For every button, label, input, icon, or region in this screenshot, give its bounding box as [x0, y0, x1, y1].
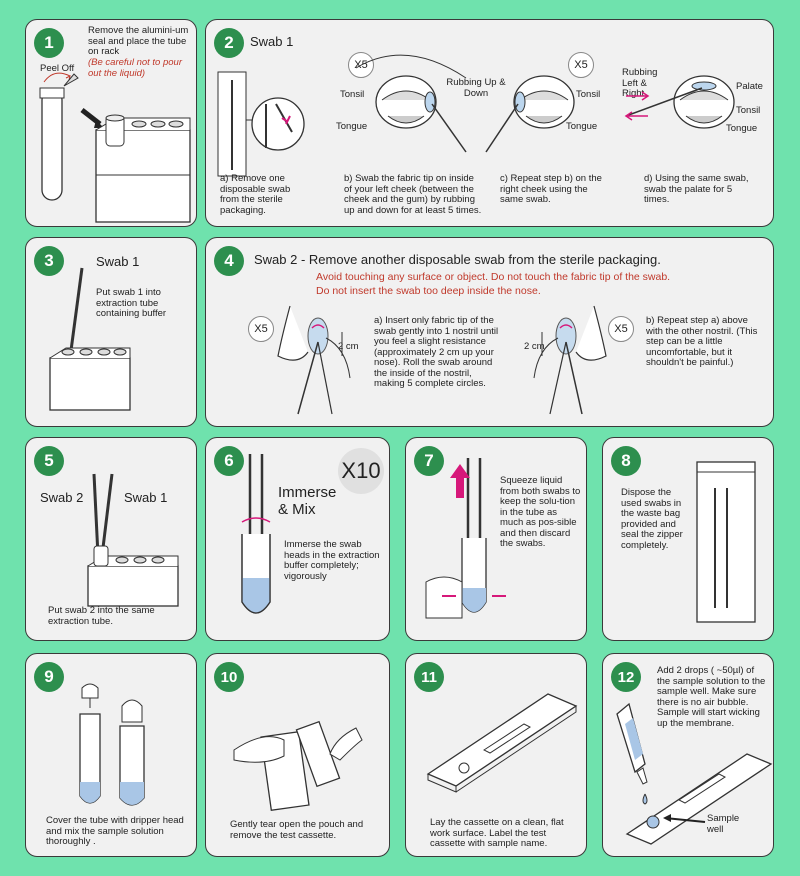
step-8-card	[602, 437, 774, 641]
step-2b-instruction: b) Swab the fabric tip on inside of your left cheek (between the cheek and the gum) by rubbing up and down for at least 5 times.	[344, 173, 482, 216]
step-4-card	[205, 237, 774, 427]
distance-label: 2 cm	[338, 341, 359, 352]
step-2c-instruction: c) Repeat step b) on the right cheek using the same swab.	[500, 173, 602, 205]
step-11-instruction: Lay the cassette on a clean, flat work surface. Label the test cassette with sample name.	[430, 817, 564, 849]
step-10-card	[205, 653, 390, 857]
swab-2-label: Swab 2	[40, 490, 84, 505]
step-4-warning-1: Avoid touching any surface or object. Do not touch the fabric tip of the swab.	[316, 271, 671, 283]
swab-1-label: Swab 1	[124, 490, 168, 505]
repeat-badge: X5	[248, 316, 274, 342]
tonsil-label: Tonsil	[736, 105, 761, 116]
step-2a-instruction: a) Remove one disposable swab from the sterile packaging.	[220, 173, 291, 216]
step-1-card	[25, 19, 197, 227]
step-8-instruction: Dispose the used swabs in the waste bag provided and seal the zipper completely.	[621, 487, 683, 551]
swab-in-rack-illustration	[26, 238, 197, 427]
repeat-badge: X5	[348, 52, 374, 78]
rubbing-up-down-label: Rubbing Up & Down	[446, 77, 506, 99]
step-11-card	[405, 653, 587, 857]
step-1-instruction: Remove the alumini-um seal and place the tube on rack	[88, 25, 189, 57]
repeat-badge: X5	[608, 316, 634, 342]
squeeze-swab-illustration	[406, 438, 587, 641]
step-1-warning: (Be careful not to pour out the liquid)	[88, 57, 182, 79]
step-12-instruction: Add 2 drops ( ~50µl) of the sample solution to the sample well. Make sure there is no air bubble. Sample will start wicking up the membrane.	[657, 665, 766, 729]
step-6-instruction: Immerse the swab heads in the extraction buffer completely; vigorously	[284, 539, 380, 582]
tube-rack-illustration	[26, 20, 197, 227]
repeat-badge: X5	[568, 52, 594, 78]
rubbing-left-right-label: Rubbing Left & Right	[622, 67, 658, 99]
tonsil-label: Tonsil	[576, 89, 601, 100]
step-4a-instruction: a) Insert only fabric tip of the swab gently into 1 nostril until you feel a slight resistance (approximately 2 cm up your nose). Roll the swab around the inside of the nostril, making 5 complete circles.	[374, 315, 499, 389]
step-4b-instruction: b) Repeat step a) above with the other nostril. (This step can be a little uncomfortable, but it shouldn't be painful.)	[646, 315, 758, 368]
step-2-title: Swab 1	[250, 34, 294, 49]
step-number-badge: 5	[34, 446, 64, 476]
step-10-instruction: Gently tear open the pouch and remove the test cassette.	[230, 819, 364, 841]
step-7-card	[405, 437, 587, 641]
step-4-title: Swab 2 - Remove another disposable swab from the sterile packaging.	[254, 252, 661, 267]
step-6-title: Immerse & Mix	[278, 484, 337, 518]
step-5-instruction: Put swab 2 into the same extraction tube.	[48, 605, 155, 627]
step-5-card	[25, 437, 197, 641]
step-3-title: Swab 1	[96, 254, 140, 269]
step-number-badge: 4	[214, 246, 244, 276]
tongue-label: Tongue	[566, 121, 598, 132]
step-number-badge: 7	[414, 446, 444, 476]
step-2-card	[205, 19, 774, 227]
repeat-badge: X10	[338, 448, 384, 494]
peel-off-label: Peel Off	[40, 63, 75, 74]
step-9-instruction: Cover the tube with dripper head and mix the sample solution thoroughly .	[46, 815, 184, 847]
step-number-badge: 2	[214, 28, 244, 58]
tongue-label: Tongue	[726, 123, 758, 134]
step-12-card	[602, 653, 774, 857]
tonsil-label: Tonsil	[340, 89, 365, 100]
step-number-badge: 12	[611, 662, 641, 692]
step-number-badge: 8	[611, 446, 641, 476]
step-number-badge: 9	[34, 662, 64, 692]
step-6-card	[205, 437, 390, 641]
add-drops-illustration	[603, 654, 774, 857]
step-3-card	[25, 237, 197, 427]
step-7-instruction: Squeeze liquid from both swabs to keep the solu-tion in the tube as much as pos-sible and then discard the swabs.	[500, 475, 581, 549]
immerse-mix-illustration	[206, 438, 390, 641]
step-number-badge: 10	[214, 662, 244, 692]
step-number-badge: 3	[34, 246, 64, 276]
sample-well-label: Sample well	[707, 813, 740, 835]
tongue-label: Tongue	[336, 121, 368, 132]
step-4-warning-2: Do not insert the swab too deep inside the nose.	[316, 285, 541, 297]
step-number-badge: 11	[414, 662, 444, 692]
step-number-badge: 6	[214, 446, 244, 476]
step-9-card	[25, 653, 197, 857]
distance-label: 2 cm	[524, 341, 545, 352]
step-3-instruction: Put swab 1 into extraction tube containing buffer	[96, 287, 167, 319]
step-number-badge: 1	[34, 28, 64, 58]
waste-bag-illustration	[603, 438, 774, 641]
step-2d-instruction: d) Using the same swab, swab the palate for 5 times.	[644, 173, 749, 205]
palate-label: Palate	[736, 81, 763, 92]
